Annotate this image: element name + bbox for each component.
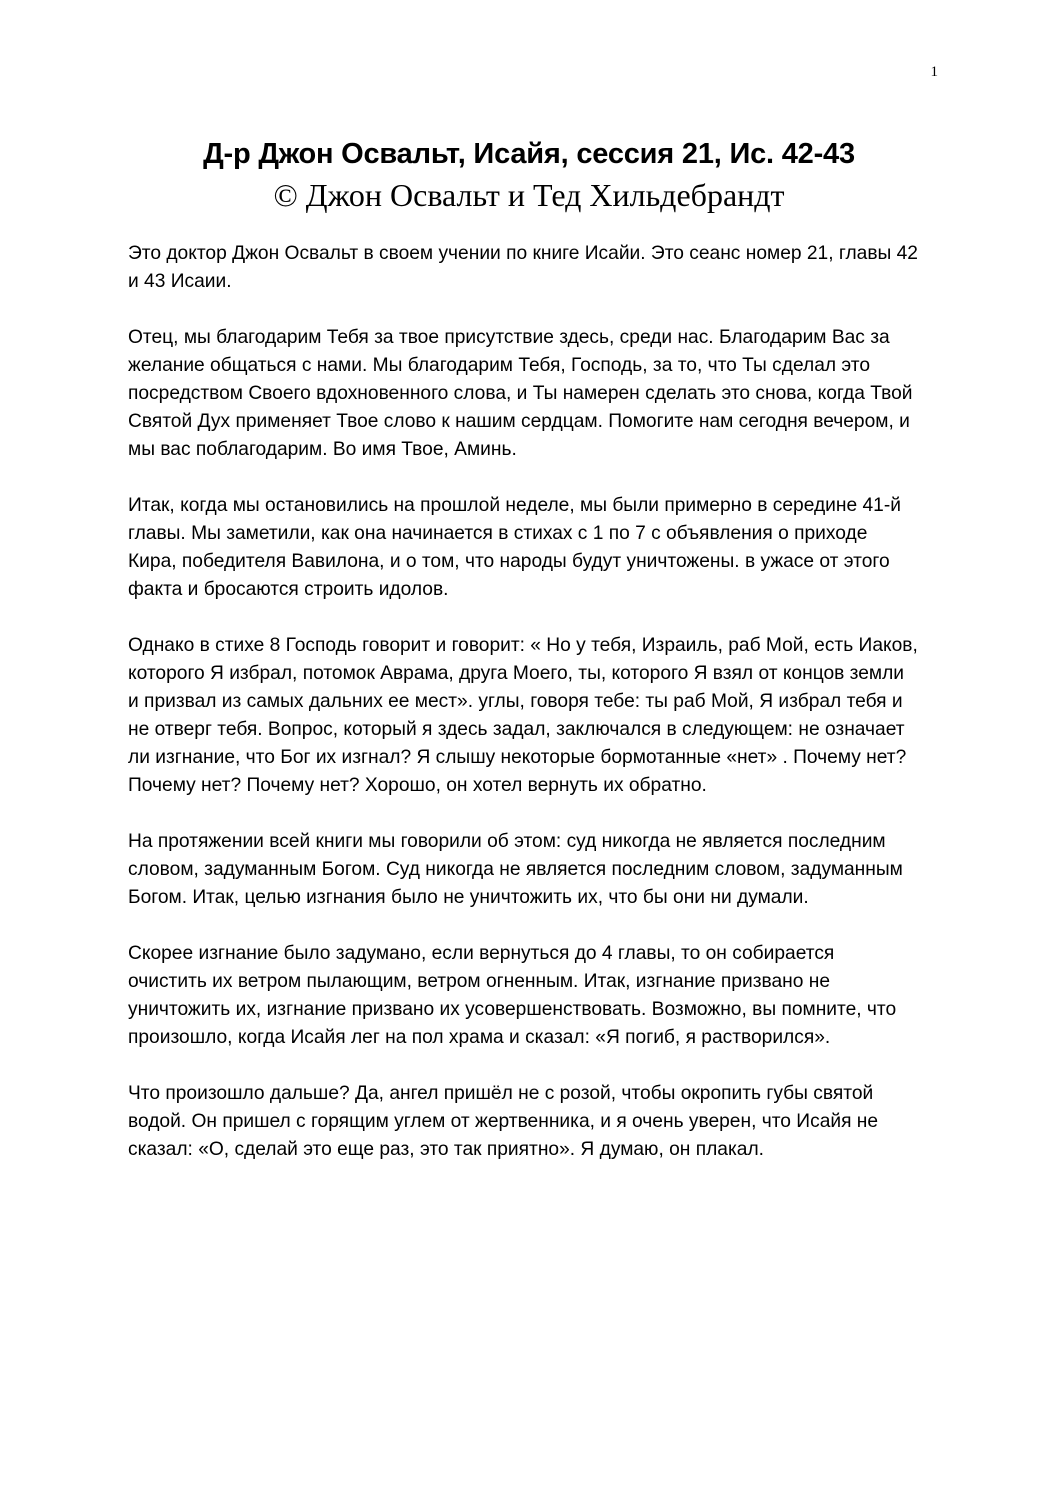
page-number: 1 (930, 64, 938, 80)
paragraph-2: Отец, мы благодарим Тебя за твое присутствие здесь, среди нас. Благодарим Вас за желание общаться с нами. Мы благодарим Тебя, Господь, за то, что Ты сделал это посредством Своего вдохновенного слова, и Ты намерен сделать это снова, когда Твой Святой Дух применяет Твое слово к нашим сердцам. Помогите нам сегодня вечером, и мы вас поблагодарим. Во имя Твое, Аминь. (128, 327, 913, 460)
paragraph-7: Что произошло дальше? Да, ангел пришёл не с розой, чтобы окропить губы святой водой. Он пришел с горящим углем от жертвенника, и я очень уверен, что Исайя не сказал: «О, сделай это еще раз, это так приятно». Я думаю, он плакал. (128, 1083, 879, 1160)
paragraph-4: Однако в стихе 8 Господь говорит и говорит: « Но у тебя, Израиль, раб Мой, есть Иаков, которого Я избрал, потомок Аврама, друга Моего, ты, которого Я взял от концов земли и призвал из самых дальних ее мест». углы, говоря тебе: ты раб Мой, Я избрал тебя и не отверг тебя. Вопрос, который я здесь задал, заключался в следующем: не означает ли изгнание, что Бог их изгнал? Я слышу некоторые бормотанные «нет» . Почему нет? Почему нет? Почему нет? Хорошо, он хотел вернуть их обратно. (128, 635, 918, 796)
document-header (0, 134, 1058, 216)
paragraph-3: Итак, когда мы остановились на прошлой неделе, мы были примерно в середине 41-й главы. Мы заметили, как она начинается в стихах с 1 по 7 с объявления о приходе Кира, победителя Вавилона, и о том, что народы будут уничтожены. в ужасе от этого факта и бросаются строить идолов. (128, 495, 901, 600)
document-subtitle: © Джон Освальт и Тед Хильдебрандт (273, 177, 785, 213)
document-title: Д-р Джон Освальт, Исайя, сессия 21, Ис. 42-43 (203, 138, 855, 170)
document-body (128, 240, 918, 1192)
paragraph-5: На протяжении всей книги мы говорили об этом: суд никогда не является последним словом, задуманным Богом. Суд никогда не является последним словом, задуманным Богом. Итак, целью изгнания было не уничтожить их, что бы они ни думали. (128, 831, 903, 908)
paragraph-6: Скорее изгнание было задумано, если вернуться до 4 главы, то он собирается очистить их ветром пылающим, ветром огненным. Итак, изгнание призвано не уничтожить их, изгнание призвано их усовершенствовать. Возможно, вы помните, что произошло, когда Исайя лег на пол храма и сказал: «Я погиб, я растворился». (128, 943, 897, 1048)
paragraph-1: Это доктор Джон Освальт в своем учении по книге Исайи. Это сеанс номер 21, главы 42 и 43 Исаии. (128, 243, 918, 292)
